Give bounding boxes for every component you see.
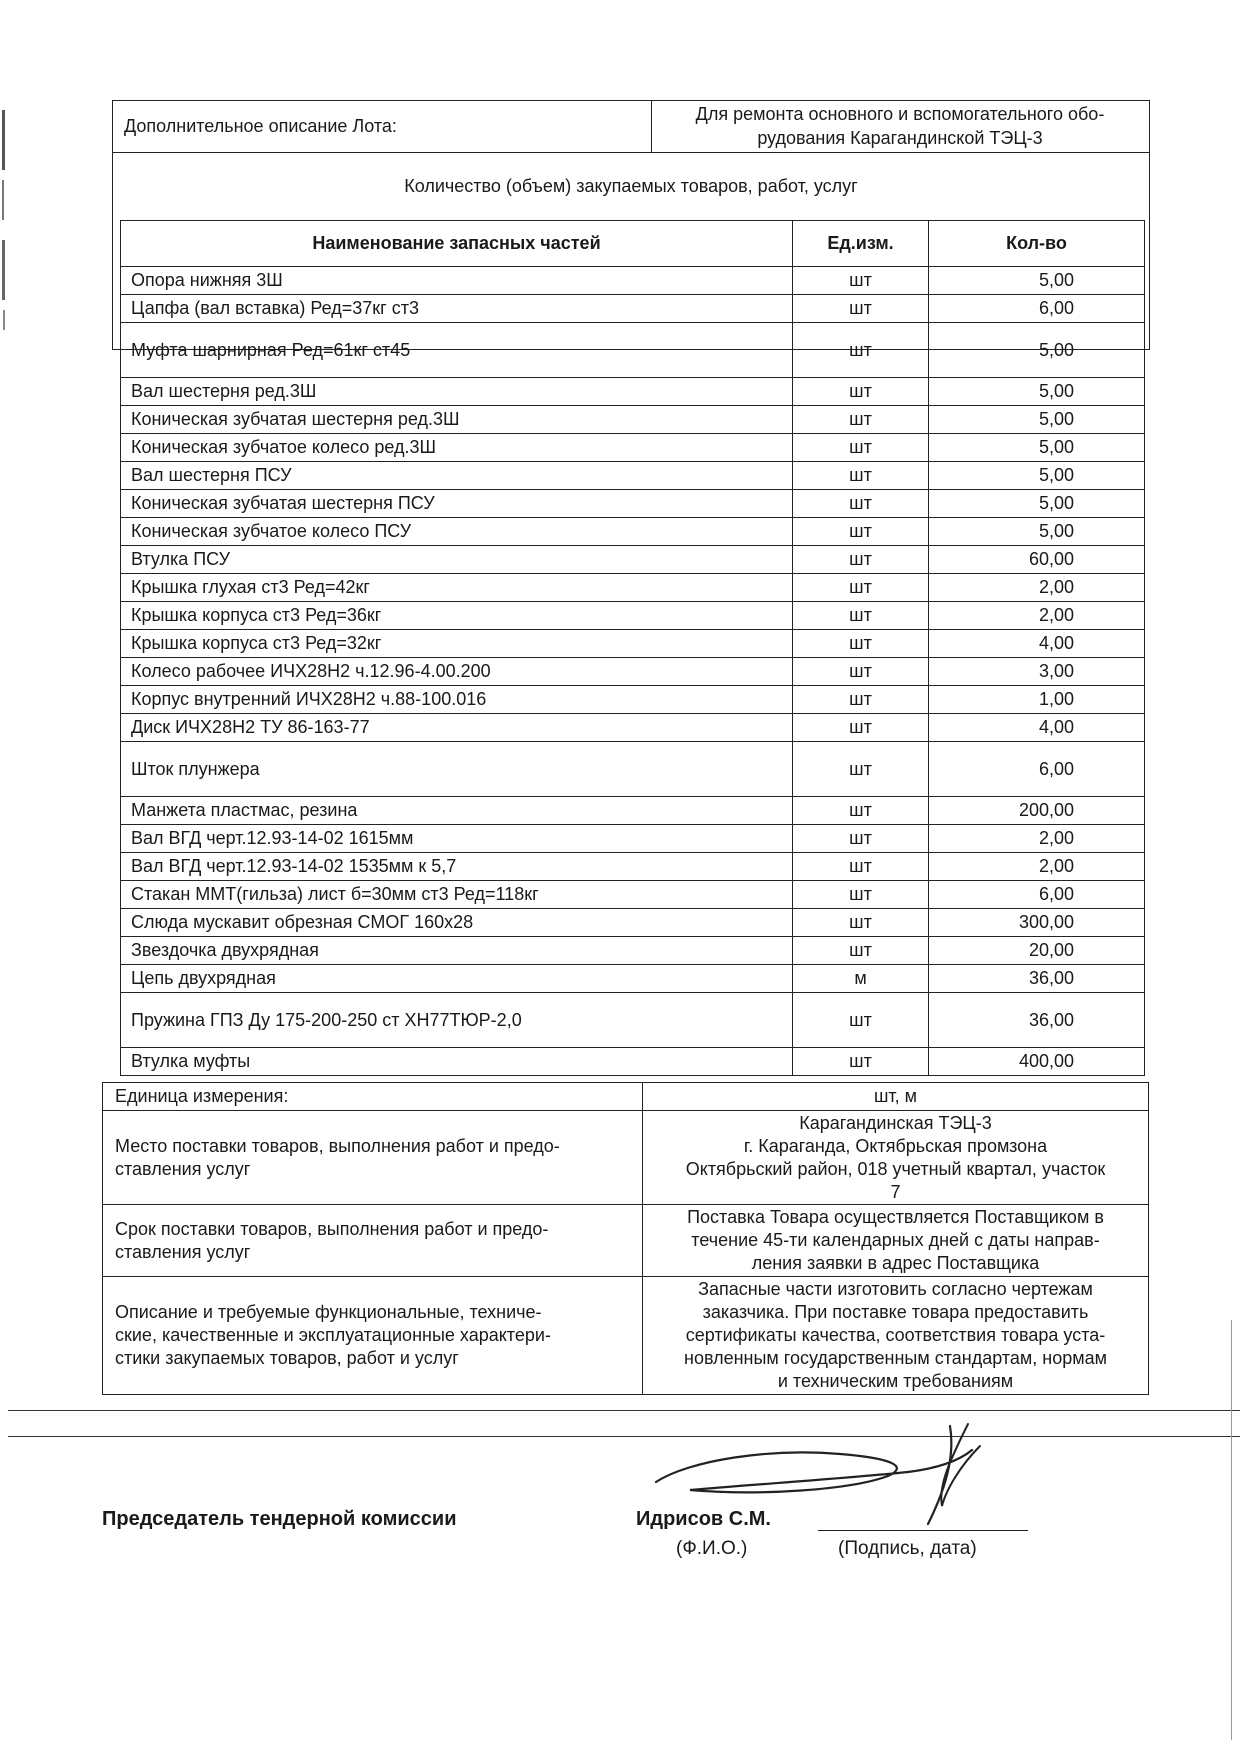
- part-qty: 3,00: [929, 658, 1145, 686]
- description-label: [103, 1277, 643, 1395]
- part-unit: шт: [793, 993, 929, 1048]
- lot-hr: [112, 152, 1150, 153]
- lot-divider: [651, 100, 652, 152]
- info-table-wrap: [102, 1082, 1148, 1395]
- place-value-line1: Карагандинская ТЭЦ-3: [799, 1112, 992, 1133]
- part-name: Звездочка двухрядная: [121, 937, 793, 965]
- table-row: [121, 853, 1145, 881]
- table-row: [121, 406, 1145, 434]
- part-name: Стакан ММТ(гильза) лист б=30мм ст3 Ред=118кг: [121, 881, 793, 909]
- part-qty: 400,00: [929, 1048, 1145, 1076]
- table-row: [121, 881, 1145, 909]
- part-name: Шток плунжера: [121, 742, 793, 797]
- part-name: Коническая зубчатая шестерня ред.3Ш: [121, 406, 793, 434]
- table-row: [121, 546, 1145, 574]
- table-row: [121, 267, 1145, 295]
- part-name: Слюда мускавит обрезная СМОГ 160х28: [121, 909, 793, 937]
- part-unit: шт: [793, 1048, 929, 1076]
- table-row: [121, 518, 1145, 546]
- place-value-line3: Октябрьский район, 018 учетный квартал, участок: [685, 1158, 1106, 1179]
- part-unit: шт: [793, 937, 929, 965]
- part-unit: шт: [793, 518, 929, 546]
- part-name: Пружина ГПЗ Ду 175-200-250 ст ХН77ТЮР-2,0: [121, 993, 793, 1048]
- term-value-line3: ления заявки в адрес Поставщика: [751, 1253, 1040, 1273]
- lot-label: Дополнительное описание Лота:: [124, 116, 397, 136]
- part-qty: 6,00: [929, 295, 1145, 323]
- part-unit: шт: [793, 853, 929, 881]
- table-row: [121, 462, 1145, 490]
- part-name: Диск ИЧХ28Н2 ТУ 86-163-77: [121, 714, 793, 742]
- part-qty: 5,00: [929, 434, 1145, 462]
- part-qty: 36,00: [929, 965, 1145, 993]
- chair-name: Идрисов С.М.: [636, 1508, 771, 1530]
- part-unit: шт: [793, 602, 929, 630]
- table-row: [121, 714, 1145, 742]
- units-row: [103, 1083, 1149, 1111]
- part-qty: 200,00: [929, 797, 1145, 825]
- part-unit: шт: [793, 909, 929, 937]
- table-row: [121, 825, 1145, 853]
- term-label-line2: ставления услуг: [115, 1241, 251, 1262]
- table-row: [121, 1048, 1145, 1076]
- description-value: [643, 1277, 1149, 1395]
- part-unit: шт: [793, 378, 929, 406]
- header-name: Наименование запасных частей: [121, 221, 793, 267]
- term-label-line1: Срок поставки товаров, выполнения работ и предо-: [115, 1218, 549, 1239]
- part-name: Втулка муфты: [121, 1048, 793, 1076]
- lot-value-line2: рудования Карагандинской ТЭЦ-3: [757, 128, 1043, 148]
- header-qty: Кол-во: [929, 221, 1145, 267]
- part-qty: 5,00: [929, 462, 1145, 490]
- part-qty: 5,00: [929, 518, 1145, 546]
- quantity-title: Количество (объем) закупаемых товаров, работ, услуг: [404, 176, 858, 196]
- part-unit: шт: [793, 797, 929, 825]
- description-value-line3: сертификаты качества, соответствия товара уста-: [685, 1325, 1106, 1345]
- part-unit: шт: [793, 323, 929, 378]
- part-unit: шт: [793, 658, 929, 686]
- part-qty: 2,00: [929, 574, 1145, 602]
- part-qty: 300,00: [929, 909, 1145, 937]
- part-unit: шт: [793, 881, 929, 909]
- part-unit: шт: [793, 546, 929, 574]
- parts-table-wrap: [120, 220, 1144, 1076]
- table-row: [121, 434, 1145, 462]
- header-unit: Ед.изм.: [793, 221, 929, 267]
- place-value-line2: г. Караганда, Октябрьская промзона: [743, 1135, 1048, 1156]
- term-value-line2: течение 45-ти календарных дней с даты направ-: [691, 1230, 1100, 1250]
- parts-table: [120, 220, 1145, 1076]
- units-value: шт, м: [643, 1083, 1149, 1111]
- part-qty: 2,00: [929, 602, 1145, 630]
- part-name: Манжета пластмас, резина: [121, 797, 793, 825]
- part-qty: 6,00: [929, 742, 1145, 797]
- table-row: [121, 686, 1145, 714]
- part-unit: шт: [793, 490, 929, 518]
- table-row: [121, 323, 1145, 378]
- signature-line: [818, 1530, 1028, 1531]
- part-qty: 60,00: [929, 546, 1145, 574]
- part-unit: шт: [793, 406, 929, 434]
- signature-label: (Подпись, дата): [838, 1538, 977, 1559]
- part-name: Опора нижняя 3Ш: [121, 267, 793, 295]
- part-unit: м: [793, 965, 929, 993]
- place-value-line4: 7: [890, 1181, 901, 1202]
- part-name: Коническая зубчатое колесо ПСУ: [121, 518, 793, 546]
- part-qty: 36,00: [929, 993, 1145, 1048]
- part-name: Муфта шарнирная Ред=61кг ст45: [121, 323, 793, 378]
- part-unit: шт: [793, 825, 929, 853]
- place-label-line1: Место поставки товаров, выполнения работ и предо-: [115, 1135, 560, 1156]
- scan-margin-marks-left: [0, 40, 14, 360]
- table-row: [121, 574, 1145, 602]
- info-table: [102, 1082, 1149, 1395]
- table-row: [121, 602, 1145, 630]
- description-label-line1: Описание и требуемые функциональные, техниче-: [115, 1302, 542, 1322]
- table-row: [121, 909, 1145, 937]
- part-qty: 4,00: [929, 714, 1145, 742]
- chair-title: Председатель тендерной комиссии: [102, 1508, 457, 1530]
- part-name: Крышка глухая ст3 Ред=42кг: [121, 574, 793, 602]
- part-unit: шт: [793, 630, 929, 658]
- table-row: [121, 797, 1145, 825]
- part-name: Вал шестерня ПСУ: [121, 462, 793, 490]
- description-value-line1: Запасные части изготовить согласно чертежам: [698, 1279, 1093, 1299]
- footer-rule-bottom: [8, 1436, 1240, 1437]
- part-qty: 5,00: [929, 490, 1145, 518]
- scan-margin-marks-right: [1228, 1320, 1236, 1740]
- place-label: [103, 1111, 643, 1205]
- description-value-line2: заказчика. При поставке товара предоставить: [702, 1302, 1089, 1322]
- part-name: Корпус внутренний ИЧХ28Н2 ч.88-100.016: [121, 686, 793, 714]
- part-name: Вал ВГД черт.12.93-14-02 1535мм к 5,7: [121, 853, 793, 881]
- lot-value-line1: Для ремонта основного и вспомогательного обо-: [695, 104, 1105, 124]
- part-qty: 2,00: [929, 825, 1145, 853]
- part-name: Цапфа (вал вставка) Ред=37кг ст3: [121, 295, 793, 323]
- description-label-line3: стики закупаемых товаров, работ и услуг: [115, 1348, 459, 1368]
- part-name: Вал шестерня ред.3Ш: [121, 378, 793, 406]
- description-label-line2: ские, качественные и эксплуатационные характери-: [115, 1325, 551, 1345]
- description-value-line5: и техническим требованиям: [777, 1371, 1014, 1391]
- table-row: [121, 937, 1145, 965]
- part-unit: шт: [793, 574, 929, 602]
- part-unit: шт: [793, 714, 929, 742]
- part-name: Коническая зубчатое колесо ред.3Ш: [121, 434, 793, 462]
- part-qty: 2,00: [929, 853, 1145, 881]
- part-qty: 4,00: [929, 630, 1145, 658]
- term-value-line1: Поставка Товара осуществляется Поставщиком в: [687, 1207, 1104, 1227]
- part-name: Вал ВГД черт.12.93-14-02 1615мм: [121, 825, 793, 853]
- part-name: Крышка корпуса ст3 Ред=32кг: [121, 630, 793, 658]
- place-value: [643, 1111, 1149, 1205]
- table-row: [121, 965, 1145, 993]
- part-unit: шт: [793, 434, 929, 462]
- table-row: [121, 742, 1145, 797]
- term-value: [643, 1205, 1149, 1277]
- lot-value: [660, 102, 1140, 150]
- part-unit: шт: [793, 295, 929, 323]
- parts-header-row: [121, 221, 1145, 267]
- part-unit: шт: [793, 742, 929, 797]
- part-name: Коническая зубчатая шестерня ПСУ: [121, 490, 793, 518]
- table-row: [121, 490, 1145, 518]
- part-unit: шт: [793, 462, 929, 490]
- part-name: Колесо рабочее ИЧХ28Н2 ч.12.96-4.00.200: [121, 658, 793, 686]
- part-qty: 20,00: [929, 937, 1145, 965]
- part-unit: шт: [793, 686, 929, 714]
- table-row: [121, 295, 1145, 323]
- table-row: [121, 630, 1145, 658]
- description-value-line4: новленным государственным стандартам, нормам: [684, 1348, 1107, 1368]
- part-unit: шт: [793, 267, 929, 295]
- table-row: [121, 993, 1145, 1048]
- part-name: Втулка ПСУ: [121, 546, 793, 574]
- fio-label: (Ф.И.О.): [676, 1538, 748, 1559]
- part-qty: 1,00: [929, 686, 1145, 714]
- term-label: [103, 1205, 643, 1277]
- units-label: Единица измерения:: [103, 1083, 643, 1111]
- table-row: [121, 658, 1145, 686]
- part-qty: 6,00: [929, 881, 1145, 909]
- part-qty: 5,00: [929, 267, 1145, 295]
- part-qty: 5,00: [929, 378, 1145, 406]
- part-name: Крышка корпуса ст3 Ред=36кг: [121, 602, 793, 630]
- description-row: [103, 1277, 1149, 1395]
- term-row: [103, 1205, 1149, 1277]
- part-qty: 5,00: [929, 323, 1145, 378]
- part-qty: 5,00: [929, 406, 1145, 434]
- part-name: Цепь двухрядная: [121, 965, 793, 993]
- place-label-line2: ставления услуг: [115, 1158, 251, 1179]
- table-row: [121, 378, 1145, 406]
- parts-body: [121, 267, 1145, 1076]
- place-row: [103, 1111, 1149, 1205]
- footer-rule-top: [8, 1410, 1240, 1411]
